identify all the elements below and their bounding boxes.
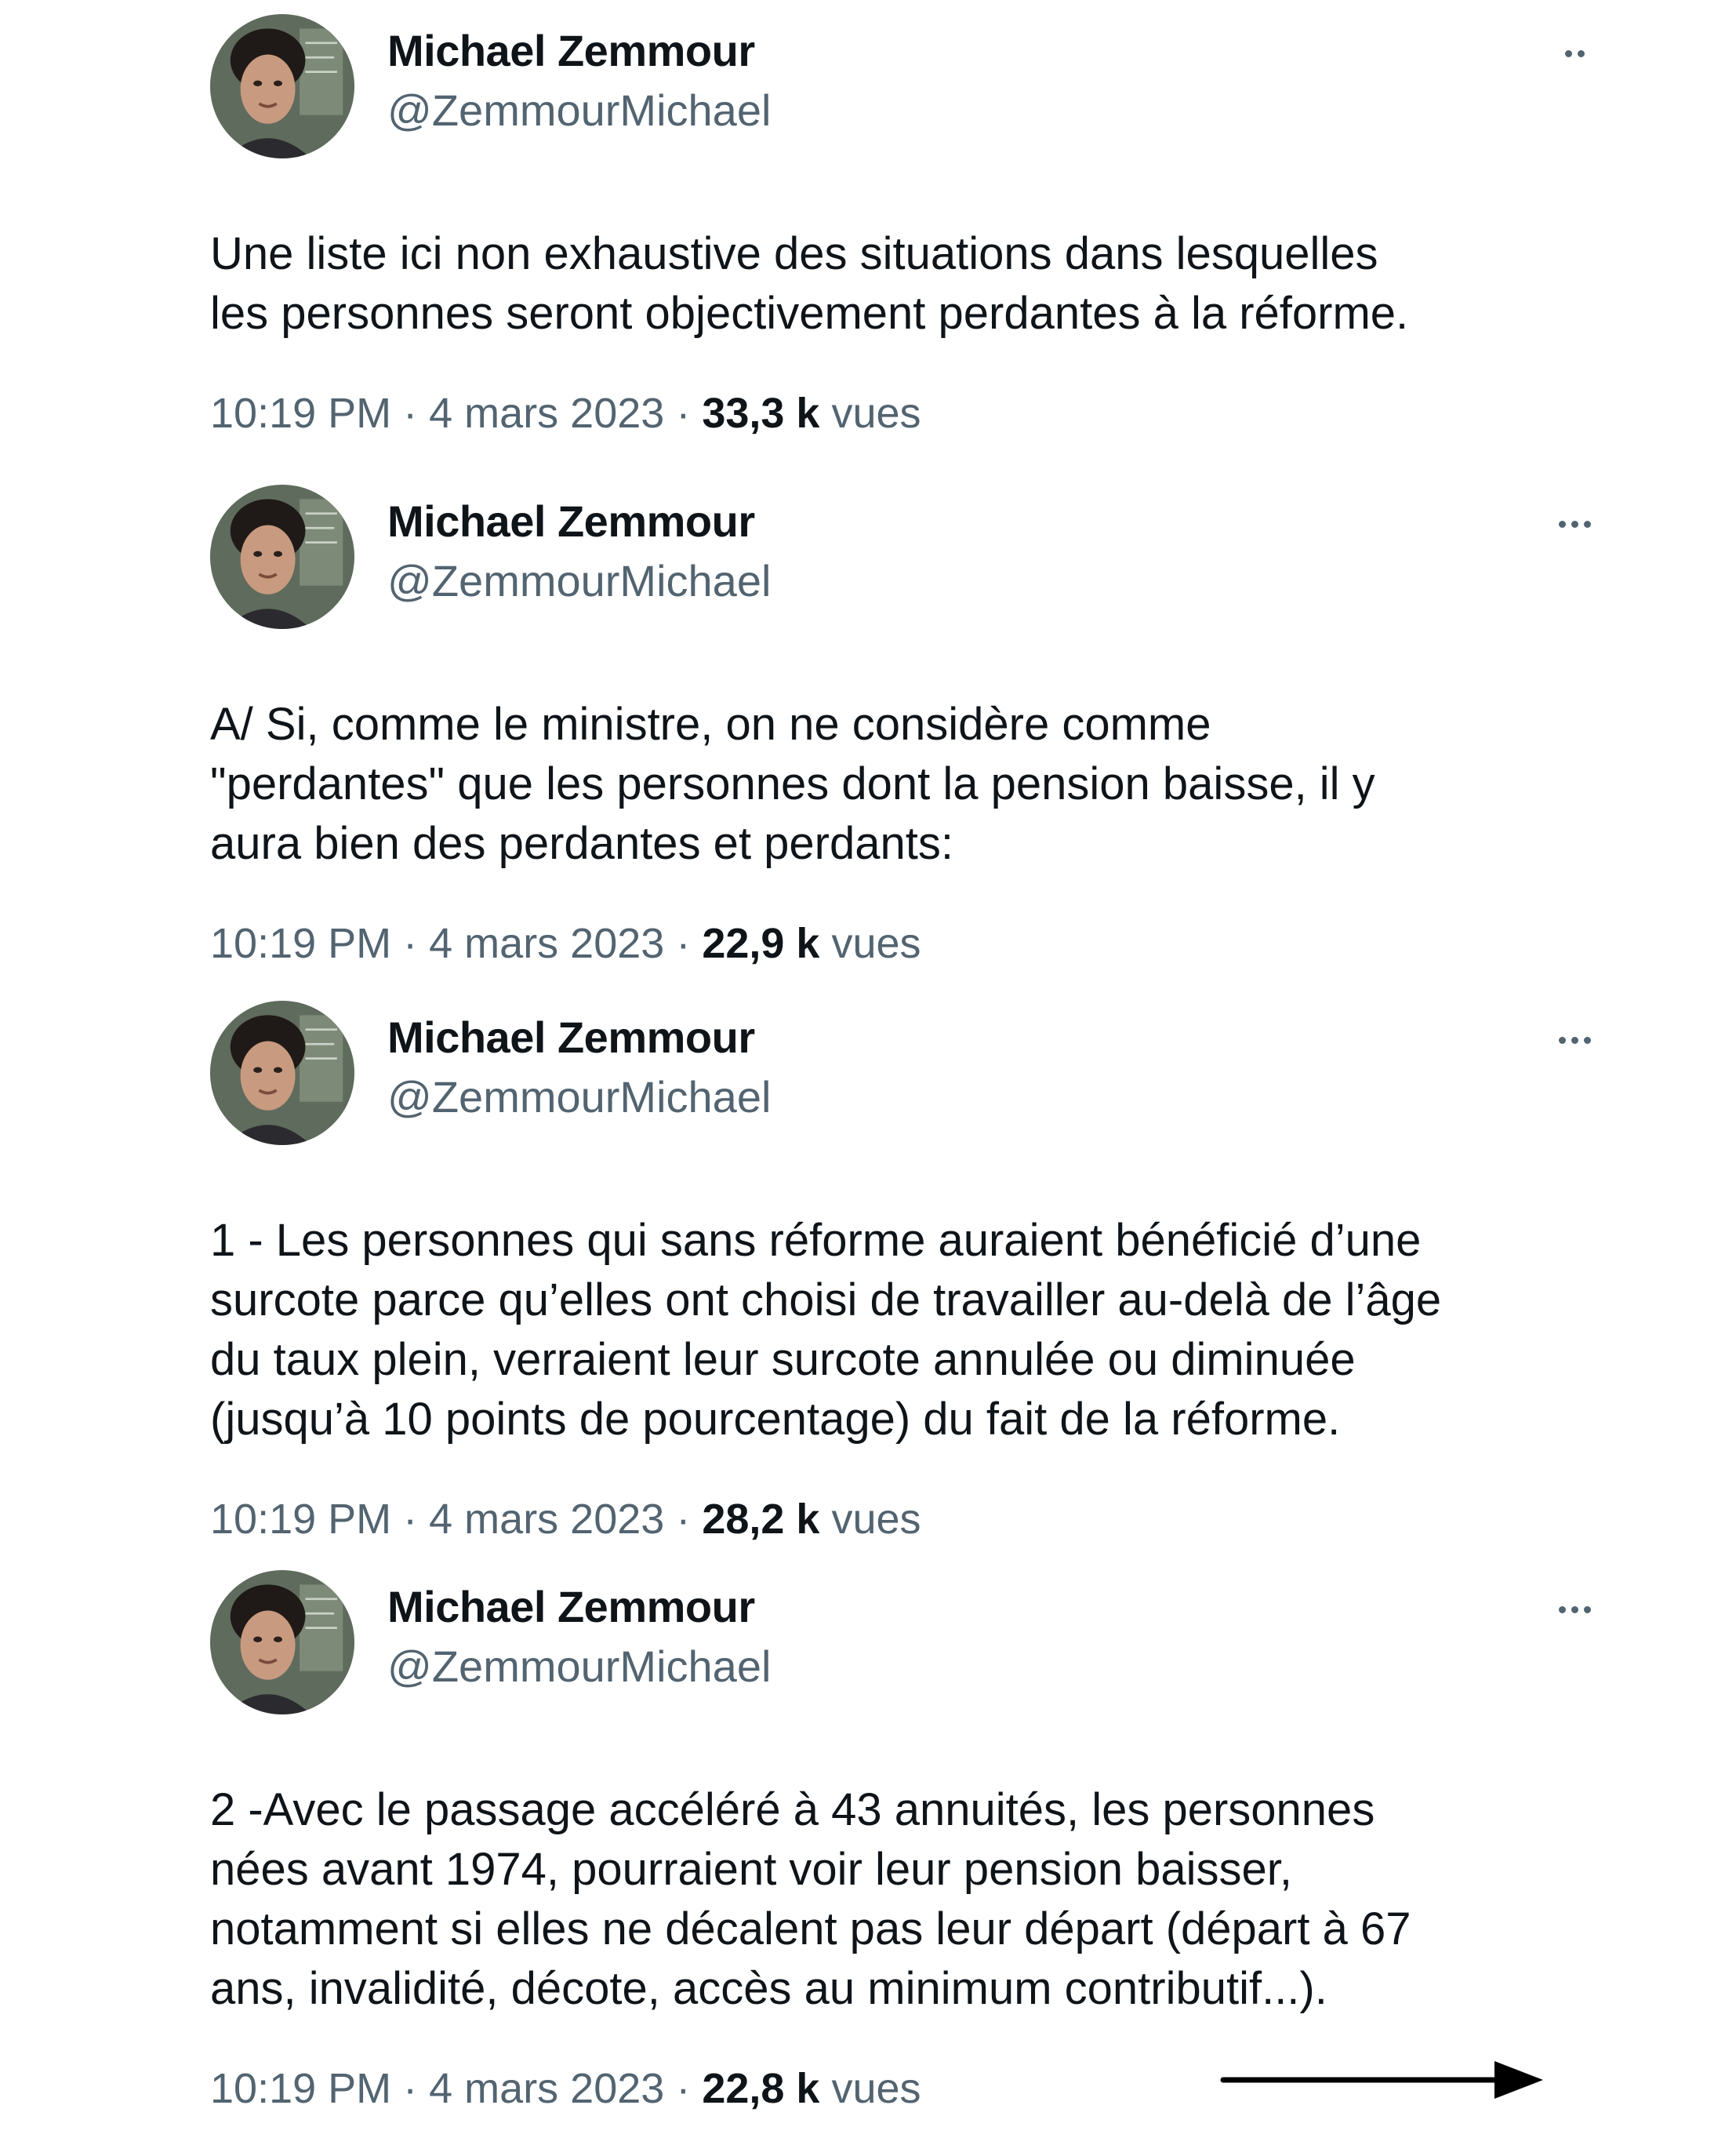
tweet-text-line: nées avant 1974, pourraient voir leur pension baisser, bbox=[210, 1844, 1292, 1895]
tweet-text-line: 1 - Les personnes qui sans réforme auraient bénéficié d’une bbox=[210, 1215, 1422, 1266]
views-label: vues bbox=[831, 1496, 921, 1543]
more-options-button[interactable] bbox=[1543, 1594, 1606, 1625]
tweet-text-line: notamment si elles ne décalent pas leur départ (départ à 67 bbox=[210, 1903, 1411, 1954]
views-label: vues bbox=[831, 2065, 921, 2112]
author-name[interactable]: Michael Zemmour bbox=[387, 1013, 755, 1062]
avatar[interactable] bbox=[210, 14, 354, 158]
author-handle[interactable]: @ZemmourMichael bbox=[387, 1642, 772, 1691]
views-count: 28,2 k bbox=[702, 1496, 820, 1543]
avatar-image bbox=[210, 485, 354, 629]
meta-separator: · bbox=[391, 2065, 430, 2112]
tweet bbox=[210, 1001, 1606, 1543]
tweet-header bbox=[210, 1570, 1606, 1719]
tweet-text-line: les personnes seront objectivement perdantes à la réforme. bbox=[210, 288, 1409, 339]
views-count: 22,8 k bbox=[702, 2065, 820, 2112]
more-dots-icon bbox=[1565, 50, 1585, 57]
avatar-image bbox=[210, 1570, 354, 1714]
tweet-text-line: 2 -Avec le passage accéléré à 43 annuités, les personnes bbox=[210, 1784, 1375, 1835]
more-options-button[interactable] bbox=[1543, 508, 1606, 540]
tweet-date[interactable]: 4 mars 2023 bbox=[429, 920, 665, 967]
meta-separator: · bbox=[664, 920, 703, 967]
tweet-text-line: aura bien des perdantes et perdants: bbox=[210, 818, 953, 869]
tweet bbox=[210, 485, 1606, 968]
meta-separator: · bbox=[391, 390, 430, 437]
tweet-date[interactable]: 4 mars 2023 bbox=[429, 390, 665, 437]
tweet-text-line: "perdantes" que les personnes dont la pension baisse, il y bbox=[210, 758, 1375, 809]
more-dots-icon bbox=[1559, 1606, 1591, 1613]
more-options-button[interactable] bbox=[1543, 38, 1606, 69]
tweet-text-line: du taux plein, verraient leur surcote annulée ou diminuée bbox=[210, 1334, 1356, 1385]
tweet-text bbox=[210, 1211, 1606, 1449]
tweet-meta bbox=[210, 919, 1606, 968]
avatar[interactable] bbox=[210, 1001, 354, 1145]
tweet-time[interactable]: 10:19 PM bbox=[210, 1496, 392, 1543]
author-name[interactable]: Michael Zemmour bbox=[387, 496, 755, 546]
tweet-time[interactable]: 10:19 PM bbox=[210, 390, 392, 437]
views-count: 22,9 k bbox=[702, 920, 820, 967]
tweet-text bbox=[210, 1780, 1606, 2019]
author-name[interactable]: Michael Zemmour bbox=[387, 26, 755, 75]
views-label: vues bbox=[831, 920, 921, 967]
avatar-image bbox=[210, 14, 354, 158]
meta-separator: · bbox=[664, 2065, 703, 2112]
views-count: 33,3 k bbox=[702, 390, 820, 437]
tweet-time[interactable]: 10:19 PM bbox=[210, 2065, 392, 2112]
tweet-header bbox=[210, 14, 1606, 163]
tweet-text-line: (jusqu’à 10 points de pourcentage) du fait de la réforme. bbox=[210, 1394, 1341, 1445]
more-options-button[interactable] bbox=[1543, 1024, 1606, 1056]
tweet-text bbox=[210, 224, 1606, 344]
views-label: vues bbox=[831, 390, 921, 437]
right-arrow-icon[interactable] bbox=[1220, 2056, 1549, 2103]
author-name[interactable]: Michael Zemmour bbox=[387, 1582, 755, 1631]
author-handle[interactable]: @ZemmourMichael bbox=[387, 556, 772, 605]
meta-separator: · bbox=[664, 390, 703, 437]
author-handle[interactable]: @ZemmourMichael bbox=[387, 1072, 772, 1122]
avatar-image bbox=[210, 1001, 354, 1145]
tweet-text-line: A/ Si, comme le ministre, on ne considère comme bbox=[210, 699, 1211, 750]
tweet bbox=[210, 14, 1606, 438]
more-dots-icon bbox=[1559, 1037, 1591, 1044]
tweet-text bbox=[210, 695, 1606, 874]
meta-separator: · bbox=[664, 1496, 703, 1543]
tweet-meta bbox=[210, 389, 1606, 438]
tweet-time[interactable]: 10:19 PM bbox=[210, 920, 392, 967]
tweet-text-line: surcote parce qu’elles ont choisi de travailler au-delà de l’âge bbox=[210, 1274, 1442, 1325]
tweet-text-line: Une liste ici non exhaustive des situations dans lesquelles bbox=[210, 228, 1378, 279]
author-handle[interactable]: @ZemmourMichael bbox=[387, 85, 772, 135]
meta-separator: · bbox=[391, 920, 430, 967]
meta-separator: · bbox=[391, 1496, 430, 1543]
tweet-date[interactable]: 4 mars 2023 bbox=[429, 2065, 665, 2112]
tweet-date[interactable]: 4 mars 2023 bbox=[429, 1496, 665, 1543]
tweet-header bbox=[210, 485, 1606, 634]
avatar[interactable] bbox=[210, 1570, 354, 1714]
tweet bbox=[210, 1570, 1606, 2113]
tweet-text-line: ans, invalidité, décote, accès au minimum contributif...). bbox=[210, 1963, 1327, 2014]
tweet-header bbox=[210, 1001, 1606, 1150]
more-dots-icon bbox=[1559, 521, 1591, 528]
tweet-meta bbox=[210, 1495, 1606, 1543]
avatar[interactable] bbox=[210, 485, 354, 629]
